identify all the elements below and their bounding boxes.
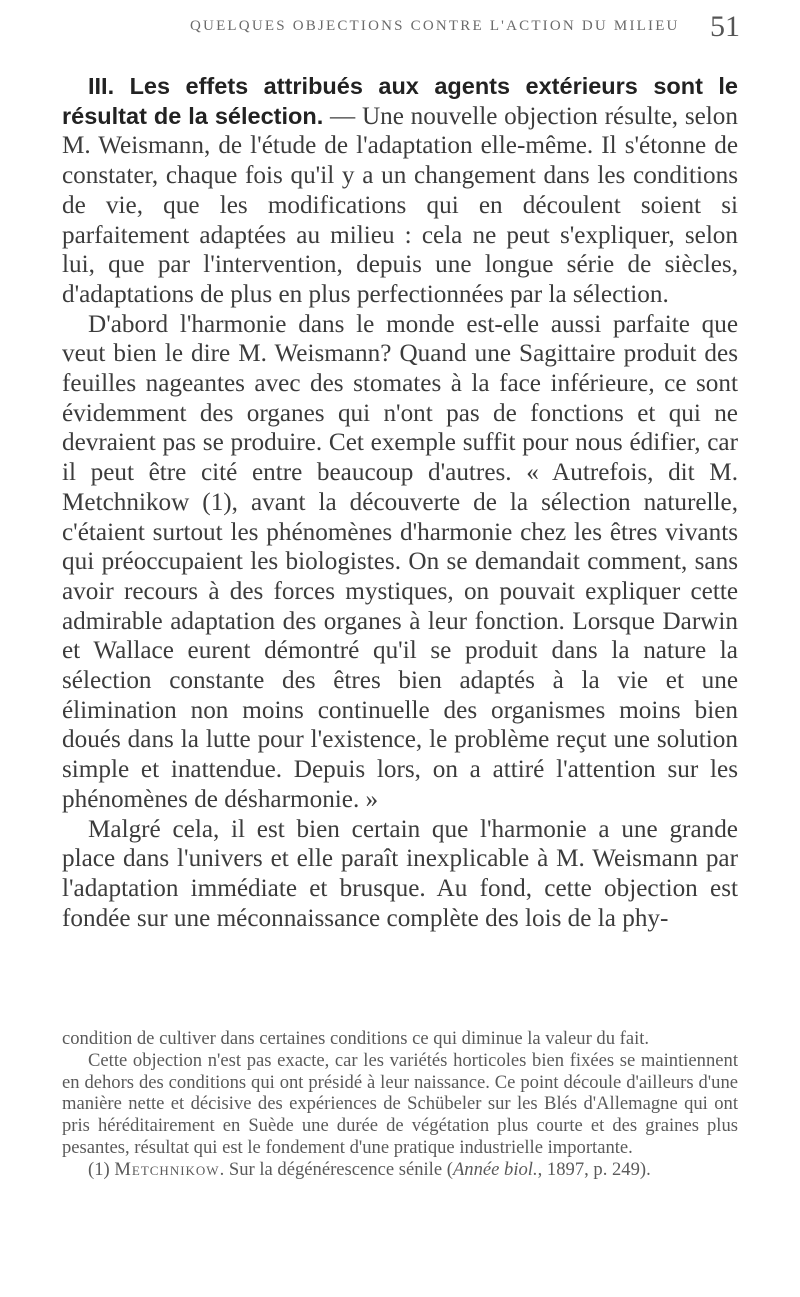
footnote-1 [62, 1159, 738, 1181]
section-dash: — [323, 102, 362, 130]
footnote-1-text: . Sur la dégénérescence sénile ( [219, 1158, 453, 1180]
section-heading: III. Les effets attribués aux agents extérieurs sont le résultat de la sélection. [62, 73, 738, 129]
footnote-1-tail: , 1897, p. 249). [537, 1158, 651, 1180]
paragraph-2: D'abord l'harmonie dans le monde est-elle aussi parfaite que veut bien le dire M. Weismann? Quand une Sagittaire produit des feuilles nageantes avec des stomates à la face inférieure, ce sont évidemment des organes qui n'ont pas de fonctions et qui ne devraient pas se produire. Cet exemple suffit pour nous édifier, car il peut être cité entre beaucoup d'autres. « Autrefois, dit M. Metchnikow (1), avant la découverte de la sélection naturelle, c'étaient surtout les phénomènes d'harmonie chez les êtres vivants qui préoccupaient les biologistes. On se demandait comment, sans avoir recours à des forces mystiques, on pouvait expliquer cette admirable adaptation des organes à leur fonction. Lorsque Darwin et Wallace eurent démontré qu'il se produit dans la nature la sélection constante des êtres bien adaptés à la vie et une élimination non moins continuelle des organismes moins bien doués dans la lutte pour l'existence, le problème reçut une solution simple et inattendue. Depuis lors, on a attiré l'attention sur les phénomènes de désharmonie. » [62, 310, 738, 813]
footnote-1-journal: Année biol. [452, 1158, 538, 1180]
running-head [100, 10, 740, 43]
footnote-1-marker: (1) [88, 1158, 115, 1180]
paragraph-3: Malgré cela, il est bien certain que l'harmonie a une grande place dans l'univers et elle paraît inexplicable à M. Weismann par l'adaptation immédiate et brusque. Au fond, cette objection est fondée sur une méconnaissance complète des lois de la phy- [62, 815, 738, 932]
footnote-continuation: condition de cultiver dans certaines conditions ce qui diminue la valeur du fait. [62, 1028, 650, 1049]
paragraph-section-iii [62, 72, 738, 310]
paragraph-1-text: Une nouvelle objection résulte, selon M. Weismann, de l'étude de l'adaptation elle-même. Il s'étonne de constater, chaque fois qu'il y a un changement dans les conditions de vie, que les modifications qui en découlent soient si parfaitement adaptées au milieu : cela ne peut s'expliquer, selon lui, que par l'intervention, depuis une longue série de siècles, d'adaptations de plus en plus perfectionnées par la sélection. [62, 102, 738, 308]
footnotes [62, 1028, 738, 1181]
footnote-paragraph: Cette objection n'est pas exacte, car les variétés horticoles bien fixées se maintiennent en dehors des conditions qui ont présidé à leur naissance. Ce point découle d'ailleurs d'une manière nette et décisive des expériences de Schübeler sur les Blés d'Allemagne qui ont pris héréditairement en Suède une durée de végétation plus courte et des graines plus pesantes, résultat qui est le fondement d'une pratique industrielle importante. [62, 1049, 738, 1158]
body-text [62, 72, 738, 933]
page-number: 51 [710, 10, 740, 43]
running-title: QUELQUES OBJECTIONS CONTRE L'ACTION DU MILIEU [190, 18, 680, 34]
footnote-1-author: Metchnikow [114, 1158, 220, 1180]
